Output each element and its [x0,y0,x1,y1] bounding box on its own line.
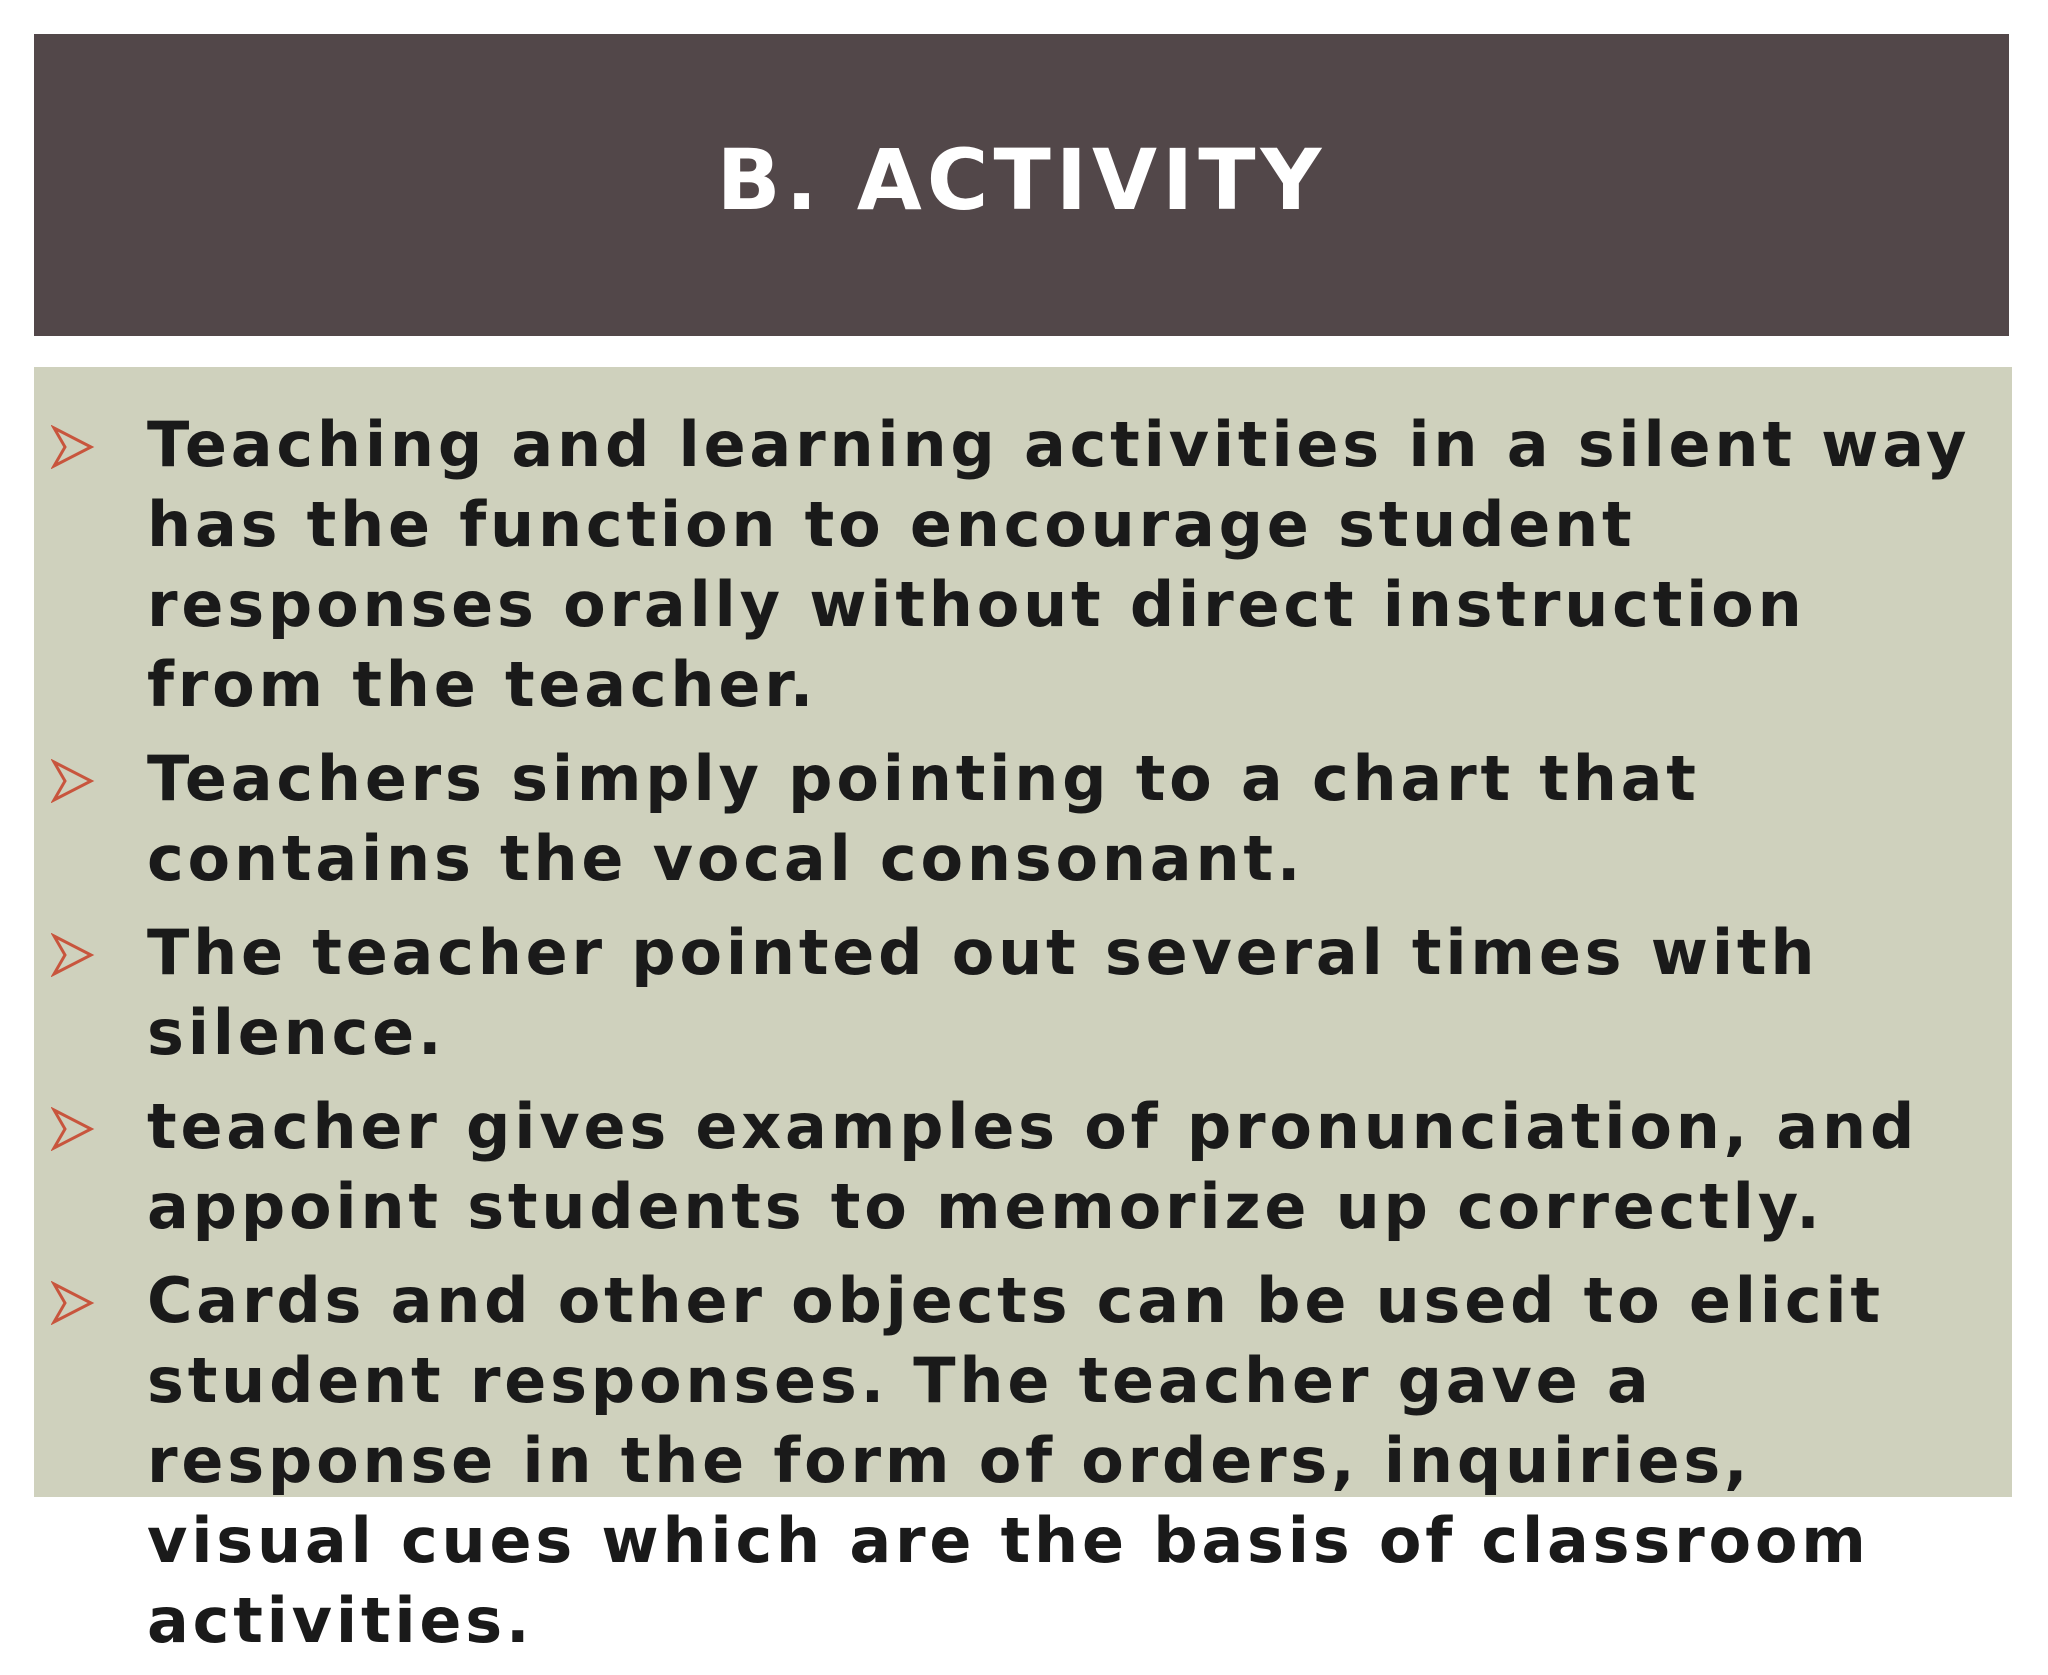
bullet-item [34,739,2012,899]
bullet-item [34,1087,2012,1247]
bullet-text: Cards and other objects can be used to elicit student responses. The teacher gave a response in the form of orders, inquiries, visual cues which are the basis of classroom activities. [147,1264,1884,1657]
arrowhead-bullet-icon [51,933,95,977]
arrowhead-bullet-icon [51,1281,95,1325]
title-bar [34,34,2009,336]
bullet-text: Teaching and learning activities in a silent way has the function to encourage student responses orally without direct instruction from the teacher. [147,408,1971,721]
slide-title: B. ACTIVITY [716,131,1327,229]
bullet-item [34,913,2012,1073]
bullet-text: Teachers simply pointing to a chart that contains the vocal consonant. [147,742,1700,895]
bullet-text: teacher gives examples of pronunciation, and appoint students to memorize up correctly. [147,1090,1919,1243]
content-panel [34,367,2012,1657]
bullet-item [34,1261,2012,1661]
bullet-text: The teacher pointed out several times with silence. [147,916,1819,1069]
arrowhead-bullet-icon [51,425,95,469]
arrowhead-bullet-icon [51,1107,95,1151]
bullet-list [34,405,2012,1675]
bullet-item [34,405,2012,725]
arrowhead-bullet-icon [51,759,95,803]
